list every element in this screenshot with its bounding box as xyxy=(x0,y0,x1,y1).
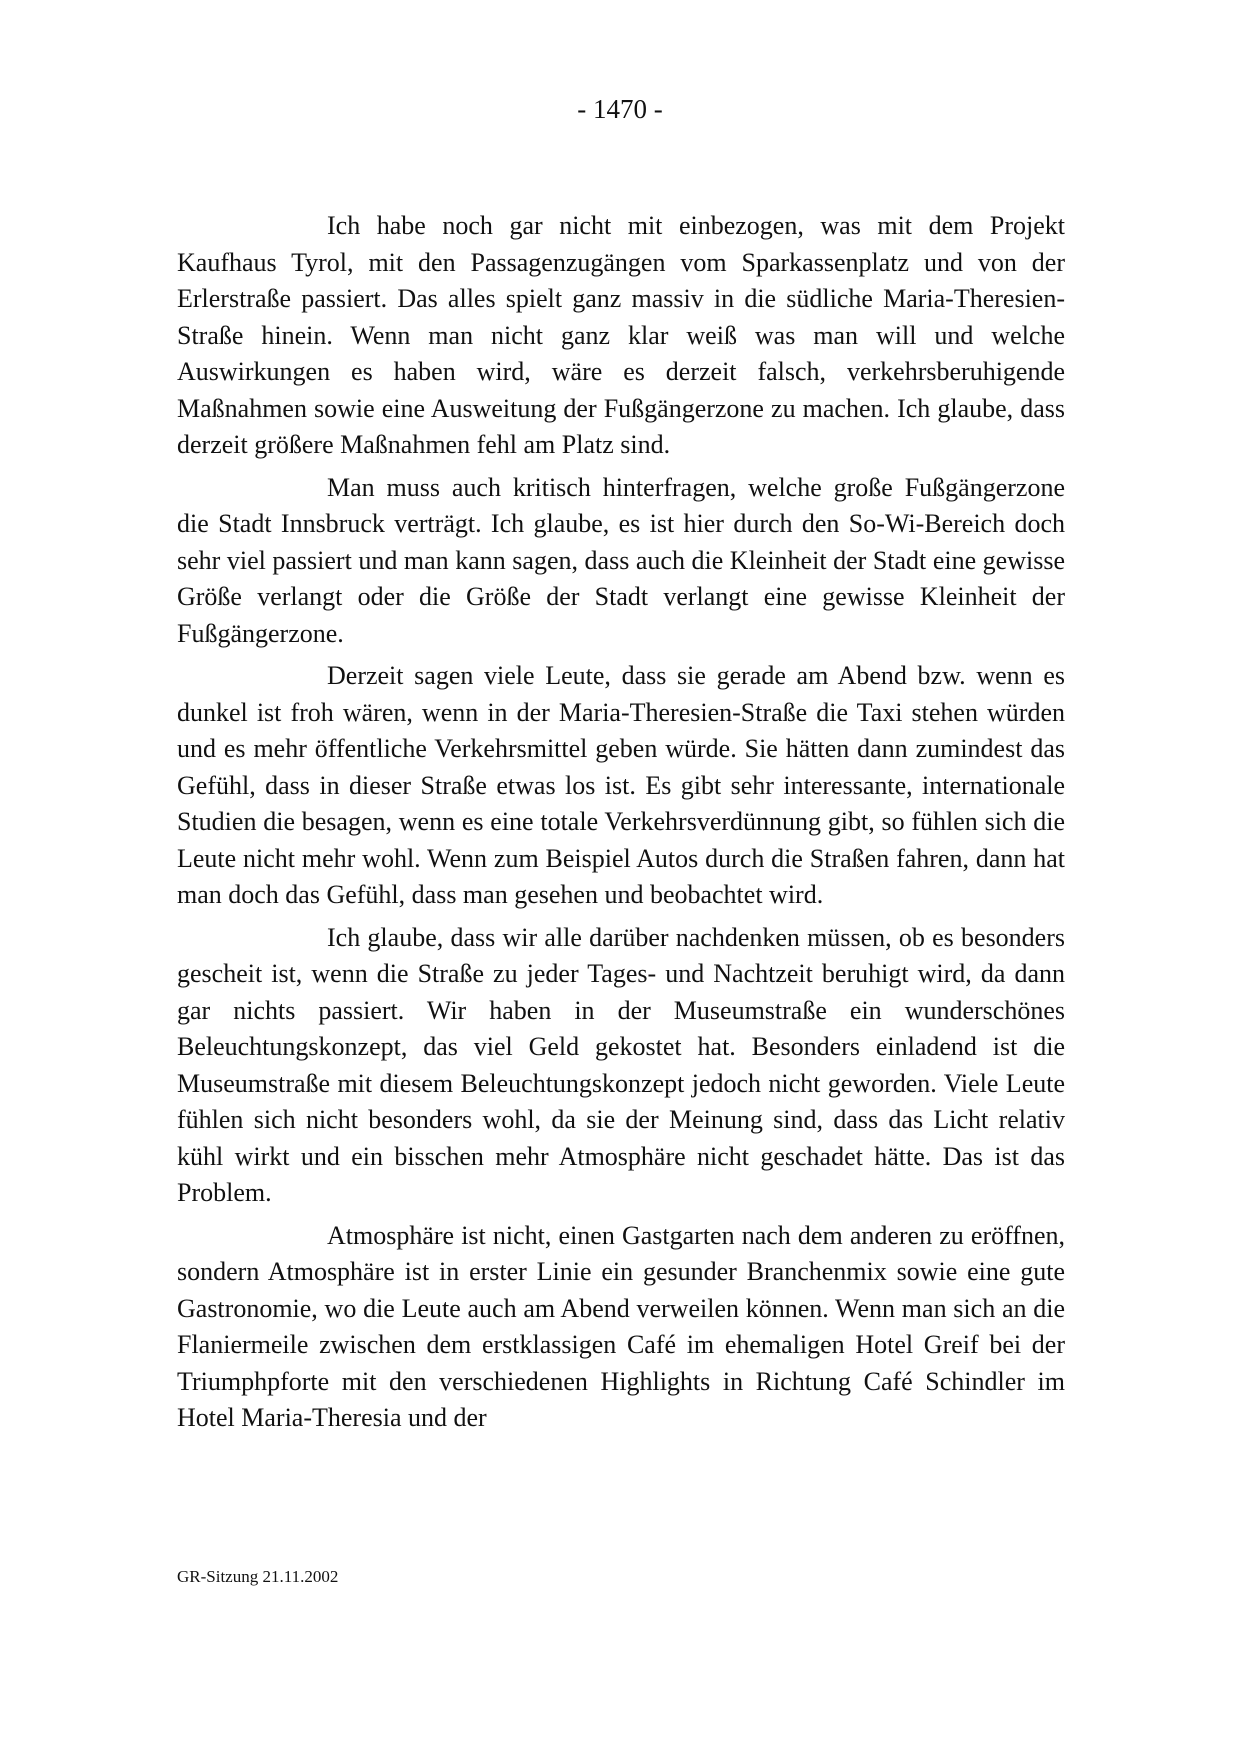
paragraph: Ich habe noch gar nicht mit einbezogen, was mit dem Projekt Kaufhaus Tyrol, mit den Passagenzugängen vom Sparkassenplatz und von der Erlerstraße passiert. Das alles spielt ganz massiv in die südliche Maria-Theresien-Straße hinein. Wenn man nicht ganz klar weiß was man will und welche Auswirkungen es haben wird, wäre es derzeit falsch, verkehrsberuhigende Maßnahmen sowie eine Ausweitung der Fußgängerzone zu machen. Ich glaube, dass derzeit größere Maßnahmen fehl am Platz sind. xyxy=(177,211,1065,459)
paragraph: Derzeit sagen viele Leute, dass sie gerade am Abend bzw. wenn es dunkel ist froh wären, wenn in der Maria-Theresien-Straße die Taxi stehen würden und es mehr öffentliche Verkehrsmittel geben würde. Sie hätten dann zumindest das Gefühl, dass in dieser Straße etwas los ist. Es gibt sehr interessante, internationale Studien die besagen, wenn es eine totale Verkehrsverdünnung gibt, so fühlen sich die Leute nicht mehr wohl. Wenn zum Beispiel Autos durch die Straßen fahren, dann hat man doch das Gefühl, dass man gesehen und beobachtet wird. xyxy=(177,661,1065,909)
paragraph: Ich glaube, dass wir alle darüber nachdenken müssen, ob es besonders gescheit ist, wenn die Straße zu jeder Tages- und Nachtzeit beruhigt wird, da dann gar nichts passiert. Wir haben in der Museumstraße ein wunderschönes Beleuchtungskonzept, das viel Geld gekostet hat. Besonders einladend ist die Museumstraße mit diesem Beleuchtungskonzept jedoch nicht geworden. Viele Leute fühlen sich nicht besonders wohl, da sie der Meinung sind, dass das Licht relativ kühl wirkt und ein bisschen mehr Atmosphäre nicht geschadet hätte. Das ist das Problem. xyxy=(177,922,1065,1207)
paragraph: Atmosphäre ist nicht, einen Gastgarten nach dem anderen zu eröffnen, sondern Atmosphäre ist in erster Linie ein gesunder Branchenmix sowie eine gute Gastronomie, wo die Leute auch am Abend verweilen können. Wenn man sich an die Flaniermeile zwischen dem erstklassigen Café im ehemaligen Hotel Greif bei der Triumphpforte mit den verschiedenen Highlights in Richtung Café Schindler im Hotel Maria-Theresia und der xyxy=(177,1220,1065,1432)
paragraph: Man muss auch kritisch hinterfragen, welche große Fußgängerzone die Stadt Innsbruck verträgt. Ich glaube, es ist hier durch den So-Wi-Bereich doch sehr viel passiert und man kann sagen, dass auch die Kleinheit der Stadt eine gewisse Größe verlangt oder die Größe der Stadt verlangt eine gewisse Kleinheit der Fußgängerzone. xyxy=(177,472,1065,648)
footer-session-label: GR-Sitzung 21.11.2002 xyxy=(177,1567,339,1586)
body-text xyxy=(177,208,1065,1443)
page-number: - 1470 - xyxy=(577,94,663,124)
